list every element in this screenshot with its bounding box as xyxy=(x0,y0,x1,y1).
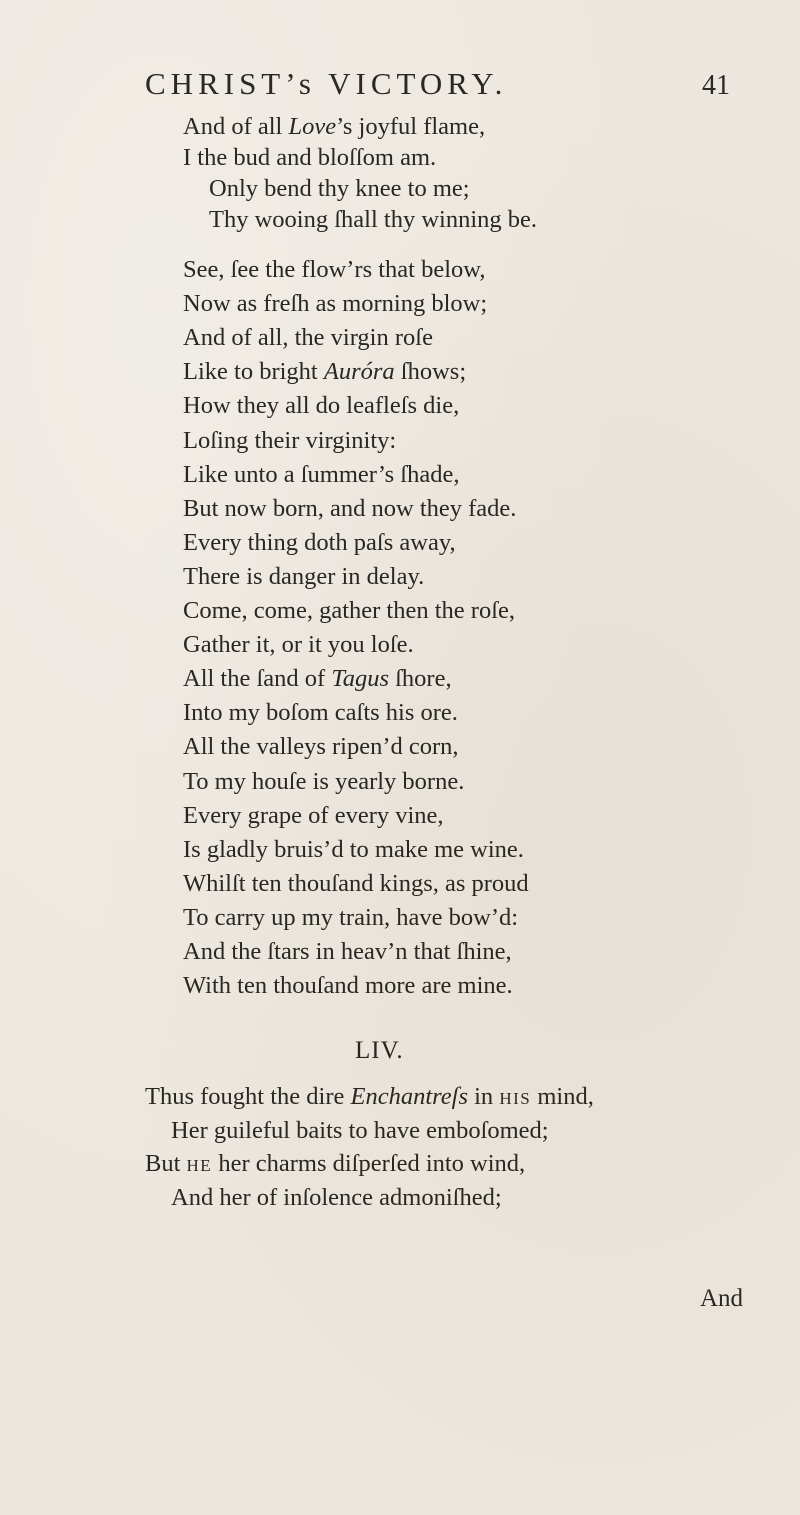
verse-line xyxy=(183,528,456,558)
verse-text: Like unto a ſummer’s ſhade, xyxy=(183,460,460,488)
italic-word: Auróra xyxy=(323,358,395,386)
verse-line xyxy=(183,460,459,490)
verse-line xyxy=(183,426,396,456)
verse-text: All the ſand of xyxy=(183,665,332,693)
verse-text: Thus fought the dire xyxy=(145,1083,351,1110)
verse-text: But xyxy=(145,1150,187,1177)
catchword: And xyxy=(700,1285,744,1312)
verse-line xyxy=(183,255,486,285)
verse-line xyxy=(145,1082,594,1114)
verse-line xyxy=(183,937,512,967)
verse-text: Thy wooing ſhall thy winning be. xyxy=(209,206,537,233)
italic-word: Enchantreſs xyxy=(350,1083,468,1110)
verse-line xyxy=(183,596,515,626)
verse-line xyxy=(183,630,414,660)
verse-text: And her of inſolence admoniſhed; xyxy=(171,1183,502,1211)
verse-text: Into my boſom caſts his ore. xyxy=(183,699,458,727)
verse-text: But now born, and now they fade. xyxy=(183,494,517,522)
verse-line xyxy=(183,562,424,592)
small-caps-word: HE xyxy=(186,1156,213,1175)
verse-text: ’s joyful flame, xyxy=(336,113,486,140)
verse-line xyxy=(183,971,513,1001)
verse-text: in xyxy=(468,1083,500,1110)
stanza-number: LIV. xyxy=(355,1037,404,1064)
verse-line xyxy=(183,391,459,421)
verse-line xyxy=(183,289,487,319)
verse-line xyxy=(183,767,464,797)
verse-text: Every grape of every vine, xyxy=(183,801,444,829)
verse-text: mind, xyxy=(531,1083,594,1110)
verse-text: To my houſe is yearly borne. xyxy=(183,767,465,795)
verse-text: ſhore, xyxy=(389,665,452,693)
verse-line xyxy=(183,664,452,694)
verse-line xyxy=(183,698,458,728)
verse-text: See, ſee the flow’rs that below, xyxy=(183,256,486,283)
verse-text: Is gladly bruis’d to make me wine. xyxy=(183,835,524,863)
verse-text: How they all do leafleſs die, xyxy=(183,392,460,420)
italic-word: Love xyxy=(288,113,337,140)
verse-text: Every thing doth paſs away, xyxy=(183,528,456,556)
verse-text: I the bud and bloſſom am. xyxy=(183,144,437,171)
verse-text: And of all xyxy=(183,113,289,140)
verse-line xyxy=(183,357,466,387)
verse-line xyxy=(183,143,436,173)
italic-word: Tagus xyxy=(331,665,389,693)
verse-line xyxy=(183,112,485,142)
verse-line xyxy=(209,205,537,235)
verse-line xyxy=(183,801,444,831)
running-title: CHRIST’s VICTORY. xyxy=(145,66,508,101)
verse-text: ſhows; xyxy=(394,358,467,386)
verse-text: Gather it, or it you loſe. xyxy=(183,631,414,659)
verse-text: With ten thouſand more are mine. xyxy=(183,972,513,1000)
verse-text: Only bend thy knee to me; xyxy=(209,175,470,202)
verse-text: Her guileful baits to have emboſomed; xyxy=(171,1116,549,1144)
verse-text: Now as freſh as morning blow; xyxy=(183,290,488,318)
verse-line xyxy=(145,1149,525,1181)
verse-line xyxy=(183,903,518,933)
verse-line xyxy=(171,1183,502,1213)
verse-text: To carry up my train, have bow’d: xyxy=(183,903,519,931)
page-number: 41 xyxy=(702,70,730,101)
verse-text: All the valleys ripen’d corn, xyxy=(183,733,459,761)
verse-text: Like to bright xyxy=(183,358,324,386)
verse-text: Whilſt ten thouſand kings, as proud xyxy=(183,869,529,897)
verse-text: her charms diſperſed into wind, xyxy=(212,1150,526,1177)
verse-text: There is danger in delay. xyxy=(183,562,425,590)
small-caps-word: HIS xyxy=(499,1089,532,1108)
verse-line xyxy=(209,174,470,204)
verse-line xyxy=(171,1116,549,1146)
verse-line xyxy=(183,323,433,353)
verse-line xyxy=(183,494,516,524)
verse-line xyxy=(183,869,529,899)
verse-text: Come, come, gather then the roſe, xyxy=(183,597,515,624)
verse-line xyxy=(183,732,459,762)
verse-text: And the ſtars in heav’n that ſhine, xyxy=(183,938,512,965)
verse-text: Loſing their virginity: xyxy=(183,426,397,454)
verse-line xyxy=(183,835,524,865)
verse-text: And of all, the virgin roſe xyxy=(183,324,433,352)
running-head xyxy=(145,66,745,106)
